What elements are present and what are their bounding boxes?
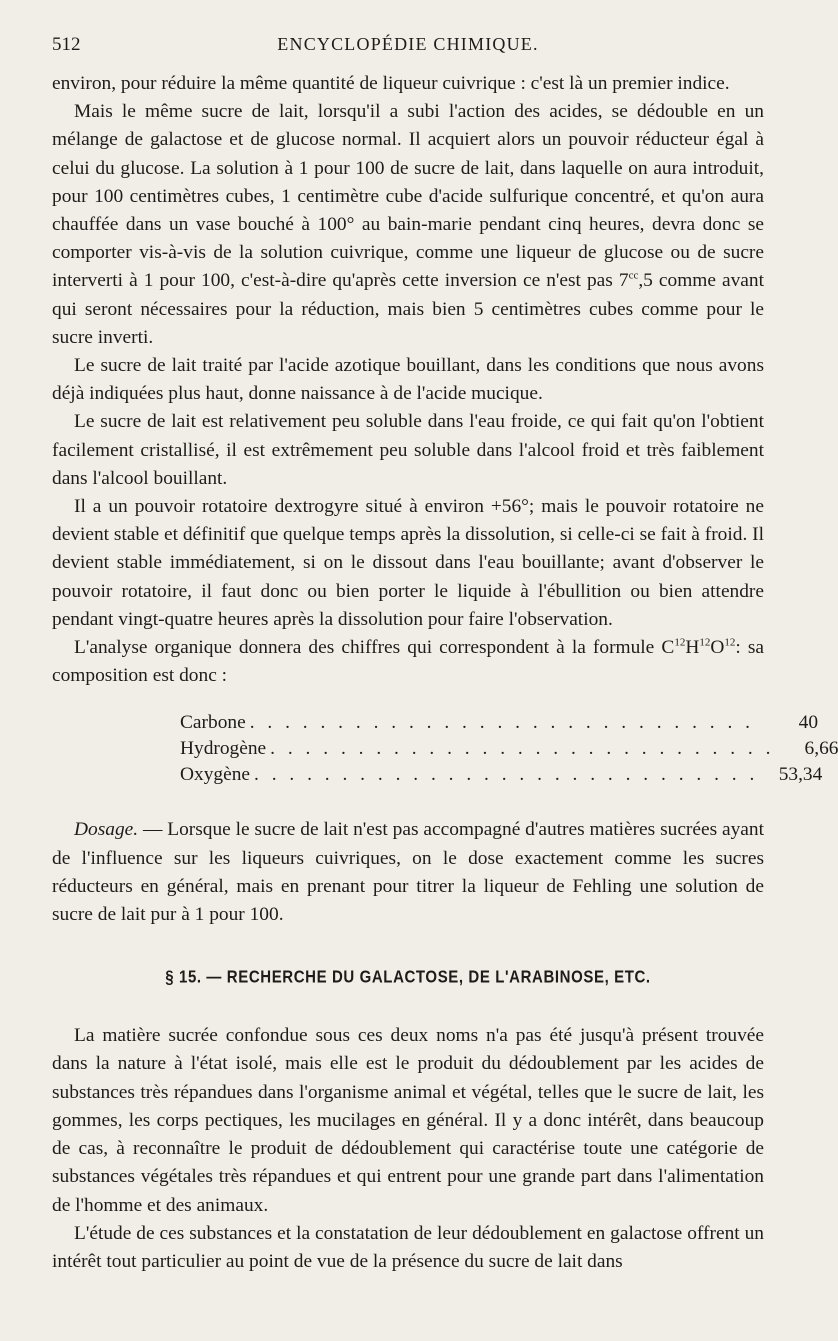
- dot-leader: . . . . . . . . . . . . . . . . . . . . . . . . . . . . .: [249, 712, 755, 734]
- dot-leader: . . . . . . . . . . . . . . . . . . . . . . . . . . . . .: [254, 764, 759, 786]
- paragraph-nitric-acid: Le sucre de lait traité par l'acide azotique bouillant, dans les conditions que nous avons déjà indiquées plus haut, donne naissance à de l'acide mucique.: [52, 355, 764, 405]
- page-number: 512: [52, 34, 81, 55]
- dosage-text: — Lorsque le sucre de lait n'est pas accompagné d'autres matières sucrées ayant de l'influence sur les liqueurs cuivriques, on le dose exactement comme les sucres réducteurs en général, mais en prenant pour titrer la liqueur de Fehling une solution de sucre de lait pur à 1 pour 100.: [52, 819, 764, 926]
- running-head: ENCYCLOPÉDIE CHIMIQUE.: [277, 34, 539, 54]
- paragraph-rotatory-power: Il a un pouvoir rotatoire dextrogyre situé à environ +56°; mais le pouvoir rotatoire ne devient stable et définitif que quelque temps après la dissolution, si celle-ci se fait à froid. Il devient stable immédiatement, si on le dissout dans l'eau bouillante; avant d'observer le pouvoir rotatoire, il faut donc ou bien porter le liquide à l'ébullition ou bien attendre pendant vingt-quatre heures après la dissolution pour faire l'observation.: [52, 496, 764, 630]
- paragraph-dosage: [52, 816, 764, 929]
- composition-row: [180, 736, 838, 762]
- paragraph-inversion: [52, 98, 764, 352]
- paragraph-text: Mais le même sucre de lait, lorsqu'il a subi l'action des acides, se dédouble en un mélange de galactose et de glucose normal. Il acquiert alors un pouvoir réducteur égal à celui du glucose. La solution à 1 pour 100 de sucre de lait, dans laquelle on aura introduit, pour 100 centimètres cubes, 1 centimètre cube d'acide sulfurique concentré, et qu'on aura chauffée dans un vase bouché à 100° au bain-marie pendant cinq heures, devra donc se comporter vis-à-vis de la solution cuivrique, comme une liqueur de glucose ou de sucre interverti à 1 pour 100, c'est-à-dire qu'après cette inversion ce n'est pas: [52, 101, 764, 292]
- measure-unit-sup: cc: [628, 269, 639, 282]
- page-header: [52, 34, 764, 70]
- measure-value: 7: [618, 270, 629, 292]
- composition-element: Oxygène: [180, 764, 250, 786]
- formula-end: : sa composition est donc :: [52, 637, 764, 687]
- composition-value: 53,34: [778, 764, 823, 786]
- section-heading: § 15. — RECHERCHE DU GALACTOSE, DE L'ARABINOSE, ETC.: [165, 968, 651, 988]
- formula-o: O: [710, 637, 725, 659]
- measure-tail: ,5: [638, 270, 653, 292]
- paragraph-study: L'étude de ces substances et la constatation de leur dédoublement en galactose offrent un intérêt tout particulier au point de vue de la présence du sucre de lait dans: [52, 1222, 764, 1272]
- composition-value: 6,66: [804, 738, 838, 760]
- paragraph-formula: [52, 634, 764, 690]
- composition-value: 40: [798, 712, 819, 734]
- paragraph-solubility: Le sucre de lait est relativement peu soluble dans l'eau froide, ce qui fait qu'on l'obtient facilement cristallisé, il est extrêmement peu soluble dans l'alcool froid et très faiblement dans l'alcool bouillant.: [52, 411, 764, 489]
- formula-o-sup: 12: [724, 636, 736, 649]
- formula-intro: L'analyse organique donnera des chiffres qui correspondent à la formule C: [74, 637, 675, 659]
- composition-table: [180, 710, 838, 788]
- paragraph-galactose: La matière sucrée confondue sous ces deux noms n'a pas été jusqu'à présent trouvée dans la nature à l'état isolé, mais elle est le produit du dédoublement par les acides de substances très répandues dans l'organisme animal et végétal, telles que le sucre de lait, les gommes, les corps pectiques, les mucilages en général. Il y a donc intérêt, dans beaucoup de cas, à reconnaître le produit de dédoublement qui caractérise toute une catégorie de substances végétales très répandues et qui entrent pour une grande part dans l'alimentation de l'homme et des animaux.: [52, 1025, 764, 1216]
- composition-row: [180, 762, 823, 788]
- formula-c-sup: 12: [674, 636, 686, 649]
- paragraph-continuation: environ, pour réduire la même quantité de liqueur cuivrique : c'est là un premier indice.: [52, 73, 730, 94]
- composition-row: [180, 710, 819, 736]
- dosage-label: Dosage.: [74, 819, 139, 841]
- formula-h-sup: 12: [699, 636, 711, 649]
- composition-element: Hydrogène: [180, 738, 267, 760]
- formula-h: H: [685, 637, 700, 659]
- composition-element: Carbone: [180, 712, 246, 734]
- dot-leader: . . . . . . . . . . . . . . . . . . . . . . . . . . . . .: [270, 738, 775, 760]
- paragraph-text-end: comme avant qui seront nécessaires pour la réduction, mais bien 5 centimètres cubes comme pour le sucre inverti.: [52, 270, 764, 348]
